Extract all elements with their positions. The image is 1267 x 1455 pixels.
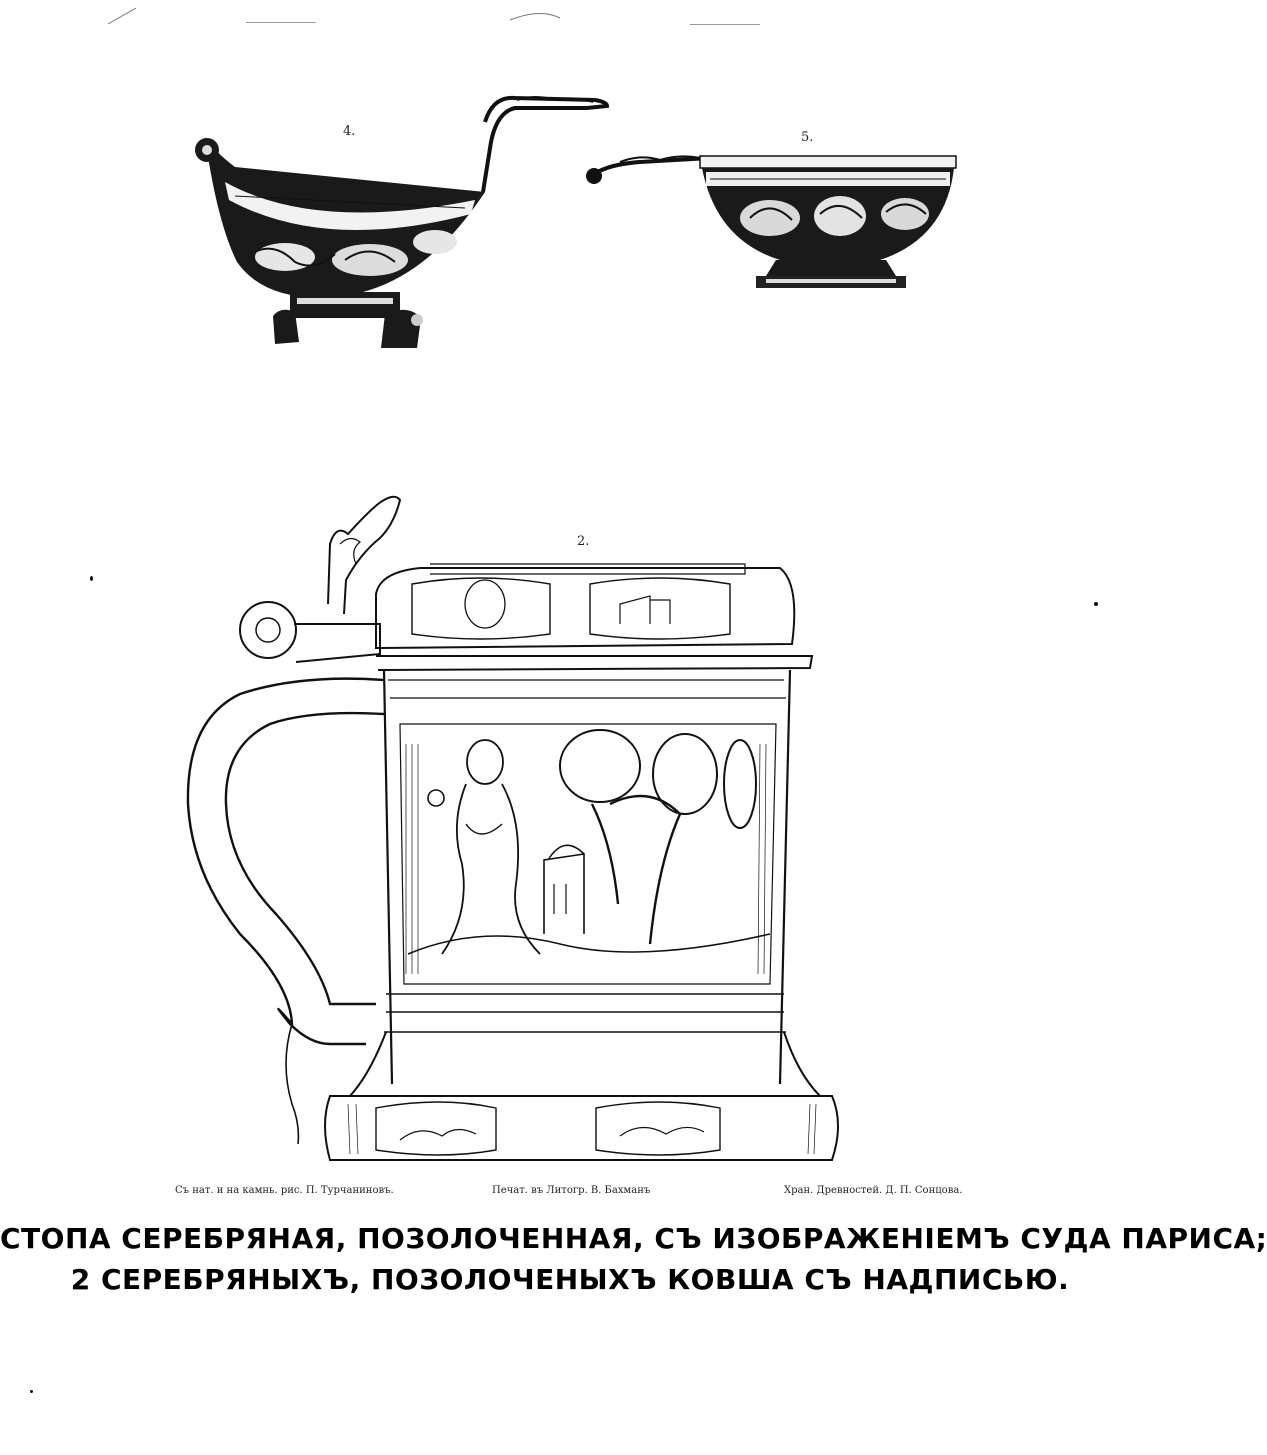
figure-number-2: 2.: [577, 534, 590, 549]
credit-artist: Съ нат. и на камнь. рис. П. Турчаниновъ.: [175, 1185, 394, 1196]
plate-mark-corner: [0, 0, 1140, 40]
ink-speck: [30, 1390, 33, 1393]
figure-number-5: 5.: [801, 130, 814, 145]
ladle-4-illustration: [195, 92, 615, 357]
bowl-5-illustration: [580, 148, 960, 298]
plate-title-line-1: СТОПА СЕРЕБРЯНАЯ, ПОЗОЛОЧЕННАЯ, СЪ ИЗОБРАЖЕНІЕМЪ СУДА ПАРИСА;: [0, 1222, 1267, 1255]
plate-title-line-2: 2 СЕРЕБРЯНЫХЪ, ПОЗОЛОЧЕНЫХЪ КОВША СЪ НАДПИСЬЮ.: [70, 1263, 1070, 1296]
credit-printer: Печат. въ Литогр. В. Бахманъ: [492, 1185, 651, 1196]
ink-speck: [1094, 602, 1098, 606]
tankard-2-illustration: [180, 484, 840, 1174]
ink-speck: [90, 576, 93, 581]
figure-number-4: 4.: [343, 124, 356, 139]
credit-collection: Хран. Древностей. Д. П. Сонцова.: [784, 1185, 963, 1196]
